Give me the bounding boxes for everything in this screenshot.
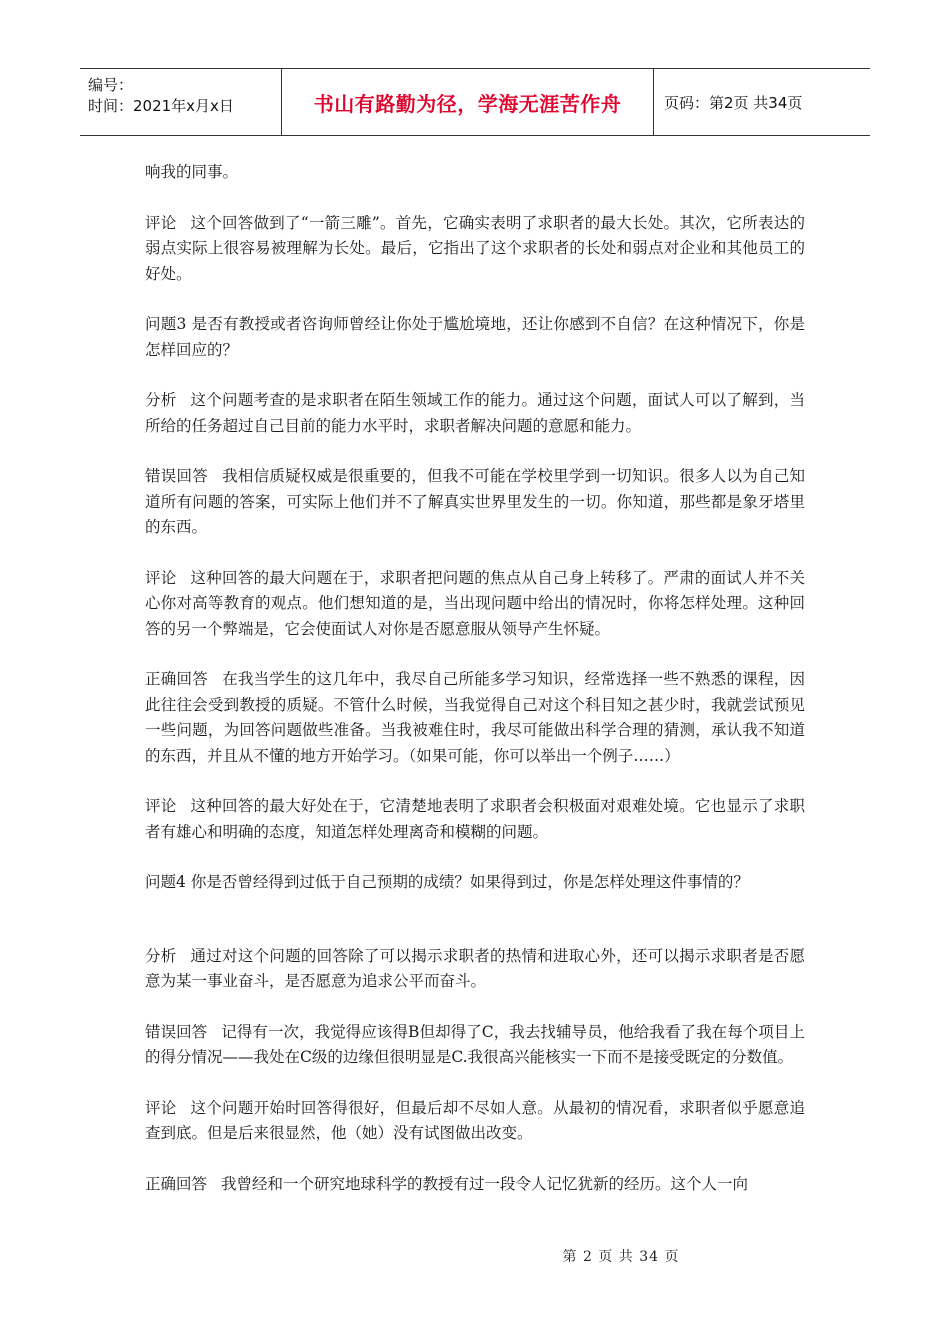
paragraph	[145, 794, 805, 845]
footer-page-number: 第 2 页 共 34 页	[562, 1249, 680, 1265]
paragraph-text: 响我的同事。	[145, 163, 239, 181]
paragraph-label: 评论	[145, 797, 177, 815]
header-page-cell	[654, 69, 870, 135]
paragraph-text: 我相信质疑权威是很重要的，但我不可能在学校里学到一切知识。很多人以为自己知道所有问题的答案，可实际上他们并不了解真实世界里发生的一切。你知道，那些都是象牙塔里的东西。	[145, 467, 805, 536]
header-motto: 书山有路勤为径，学海无涯苦作舟	[313, 91, 622, 116]
paragraph	[145, 667, 805, 769]
header-meta-cell	[80, 69, 282, 135]
paragraph-text: 我曾经和一个研究地球科学的教授有过一段令人记忆犹新的经历。这个人一向	[221, 1174, 749, 1193]
paragraph-text: 通过对这个问题的回答除了可以揭示求职者的热情和进取心外，还可以揭示求职者是否愿意为某一事业奋斗，是否愿意为追求公平而奋斗。	[145, 946, 805, 990]
paragraph	[145, 160, 805, 186]
header-page-info: 页码：第2页 共34页	[664, 93, 803, 112]
paragraph-label: 问题3	[145, 315, 187, 333]
paragraph	[145, 944, 805, 995]
paragraph-text: 这种回答的最大问题在于，求职者把问题的焦点从自己身上转移了。严肃的面试人并不关心你对高等教育的观点。他们想知道的是，当出现问题中给出的情况时，你将怎样处理。这种回答的另一个弊端是，它会使面试人对你是否愿意服从领导产生怀疑。	[145, 568, 805, 638]
paragraph-label: 错误回答	[145, 467, 209, 485]
paragraph	[145, 1020, 805, 1071]
paragraph-text: 记得有一次，我觉得应该得B但却得了C，我去找辅导员，他给我看了我在每个项目上的得分情况——我处在C级的边缘但很明显是C.我很高兴能核实一下而不是接受既定的分数值。	[145, 1022, 805, 1066]
paragraph-label: 评论	[145, 568, 177, 587]
paragraph-label: 分析	[145, 391, 177, 409]
paragraph	[145, 1172, 805, 1198]
document-number-label: 编号：	[88, 76, 134, 94]
paragraph-text: 是否有教授或者咨询师曾经让你处于尴尬境地，还让你感到不自信？在这种情况下，你是怎样回应的？	[145, 315, 805, 359]
paragraph	[145, 312, 805, 363]
document-body	[145, 160, 805, 1222]
paragraph-label: 正确回答	[145, 1174, 208, 1193]
document-time-label: 时间：2021年x月x日	[88, 97, 234, 115]
paragraph-label: 问题4	[145, 873, 186, 891]
paragraph-text: 这个回答做到了“一箭三雕”。首先，它确实表明了求职者的最大长处。其次，它所表达的弱点实际上很容易被理解为长处。最后，它指出了这个求职者的长处和弱点对企业和其他员工的好处。	[145, 213, 805, 283]
paragraph	[145, 566, 805, 643]
paragraph	[145, 870, 805, 896]
paragraph-label: 错误回答	[145, 1022, 208, 1041]
paragraph	[145, 1096, 805, 1147]
paragraph-label: 评论	[145, 213, 177, 232]
paragraph-text: 这个问题考查的是求职者在陌生领域工作的能力。通过这个问题，面试人可以了解到，当所给的任务超过自己目前的能力水平时，求职者解决问题的意愿和能力。	[145, 391, 805, 435]
header-motto-cell	[282, 69, 654, 135]
paragraph-label: 评论	[145, 1098, 177, 1117]
paragraph-text: 这个问题开始时回答得很好，但最后却不尽如人意。从最初的情况看，求职者似乎愿意追查到底。但是后来很显然，他（她）没有试图做出改变。	[145, 1098, 805, 1142]
paragraph-text: 这种回答的最大好处在于，它清楚地表明了求职者会积极面对艰难处境。它也显示了求职者有雄心和明确的态度，知道怎样处理离奇和模糊的问题。	[145, 797, 805, 841]
paragraph	[145, 388, 805, 439]
paragraph-label: 分析	[145, 946, 177, 965]
paragraph	[145, 211, 805, 288]
paragraph-text: 在我当学生的这几年中，我尽自己所能多学习知识，经常选择一些不熟悉的课程，因此往往会受到教授的质疑。不管什么时候，当我觉得自己对这个科目知之甚少时，我就尝试预见一些问题，为回答问题做些准备。当我被难住时，我尽可能做出科学合理的猜测，承认我不知道的东西，并且从不懂的地方开始学习。（如果可能，你可以举出一个例子……）	[145, 670, 805, 765]
page-footer	[0, 1246, 950, 1266]
paragraph	[145, 464, 805, 541]
document-header	[80, 68, 870, 136]
paragraph-text: 你是否曾经得到过低于自己预期的成绩？如果得到过，你是怎样处理这件事情的？	[190, 873, 749, 891]
paragraph-label: 正确回答	[145, 670, 209, 688]
